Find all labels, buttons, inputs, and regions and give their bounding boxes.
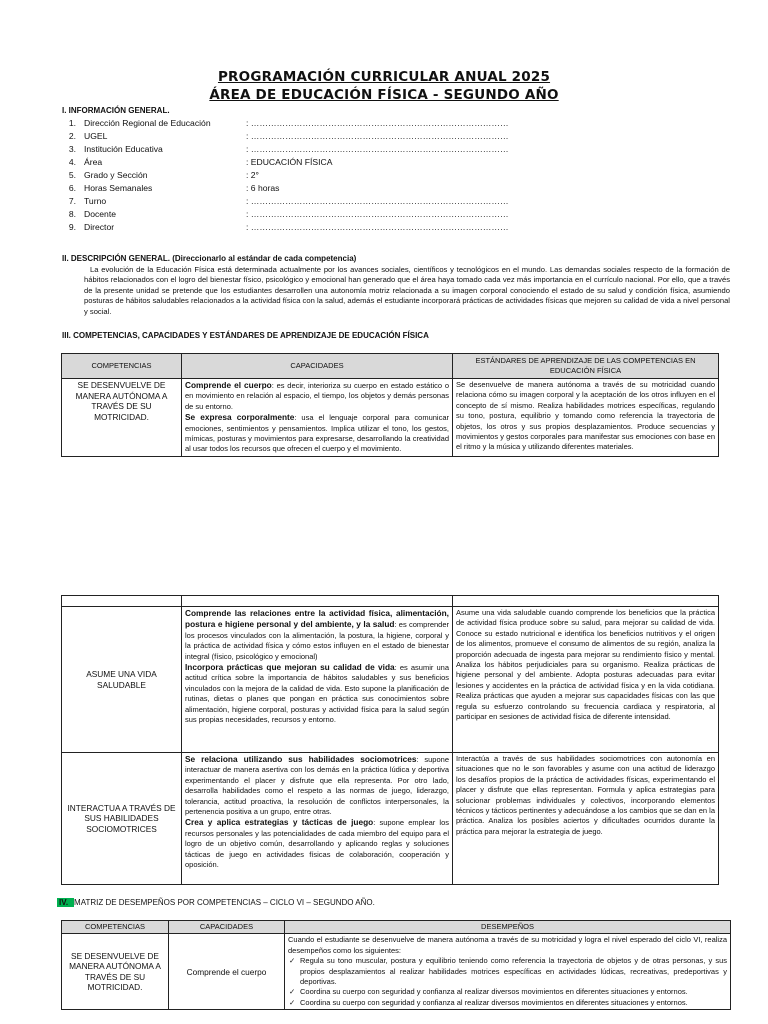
- capacities-cell: [182, 753, 453, 885]
- info-row: [62, 131, 509, 144]
- info-row: [62, 144, 509, 157]
- capacity-text: : es decir, interioriza su cuerpo en estado estático o en movimiento en relación al espacio, el tiempo, los objetos y demás personas de su entorno.: [185, 381, 449, 411]
- info-number: 5.: [68, 170, 76, 180]
- section-1-heading: I. INFORMACIÓN GENERAL.: [62, 106, 170, 115]
- performance-item: [289, 956, 727, 987]
- performance-intro: Cuando el estudiante se desenvuelve de manera autónoma a través de su motricidad y logra el nivel esperado del ciclo VI, realiza desempeños como los siguientes:: [288, 935, 727, 955]
- info-label: Área: [84, 157, 103, 167]
- capacity-text: : es comprender los procesos vinculados con la alimentación, la postura, la higiene, corporal y la práctica de actividad física y cómo estos influyen en el estado de bienestar integral (físico, psicológico y emocional): [185, 620, 449, 661]
- info-label: Docente: [84, 209, 117, 219]
- info-label: Turno: [84, 196, 107, 206]
- info-number: 4.: [68, 157, 76, 167]
- info-label: Grado y Sección: [84, 170, 148, 180]
- info-row: [62, 209, 509, 222]
- capacity-title: Comprende las relaciones entre la actividad física, alimentación, postura e higiene personal y del ambiente, y la salud: [185, 608, 449, 630]
- capacity-title: Comprende el cuerpo: [185, 380, 272, 390]
- info-number: 3.: [68, 144, 76, 154]
- header-estandares: ESTÁNDARES DE APRENDIZAJE DE LAS COMPETENCIAS EN EDUCACIÓN FÍSICA: [453, 354, 719, 379]
- capacity-cell: Comprende el cuerpo: [169, 934, 285, 1010]
- info-value: : ………………………………………………………………………………: [246, 144, 509, 154]
- competency-cell: ASUME UNA VIDA SALUDABLE: [62, 607, 182, 753]
- capacities-cell: [182, 379, 453, 457]
- header-capacidades: CAPACIDADES: [169, 921, 285, 934]
- empty-header-cell: [182, 596, 453, 607]
- info-value: : ………………………………………………………………………………: [246, 131, 509, 141]
- capacity-title: Se expresa corporalmente: [185, 412, 295, 423]
- info-number: 2.: [68, 131, 76, 141]
- info-number: 7.: [68, 196, 76, 206]
- info-row: [62, 118, 509, 131]
- check-icon: ✓: [289, 997, 296, 1007]
- info-row: [62, 222, 509, 235]
- competency-cell: INTERACTUA A TRAVÉS DE SUS HABILIDADES SOCIOMOTRICES: [62, 753, 182, 885]
- capacity-text: : supone interactuar de manera asertiva con los demás en la práctica lúdica y deportiva experimentando el placer y disfrute que ella representa. Por otro lado, desarrolla habilidades como el respeto a las normas de juego, liderazgo, tolerancia, actitud proactiva, la resolución de conflictos interpersonales, la pertenencia positiva a un grupo, entre otras.: [185, 755, 449, 817]
- capacities-cell: [182, 607, 453, 753]
- info-row: [62, 196, 509, 209]
- info-value: : ………………………………………………………………………………: [246, 209, 509, 219]
- performance-text: Regula su tono muscular, postura y equilibrio teniendo como referencia la trayectoria de objetos y de otras personas, y sus propios desplazamientos al realizar habilidades motrices específicas en actividades lúdicas, recreativas, predeportivas y deportivas.: [300, 956, 727, 987]
- document-title-line-1: PROGRAMACIÓN CURRICULAR ANUAL 2025: [217, 69, 551, 85]
- capacity-title: Se relaciona utilizando sus habilidades sociomotrices: [185, 754, 417, 764]
- capacity-title: Incorpora prácticas que mejoran su calidad de vida: [185, 662, 395, 673]
- competencies-table-part-1: [61, 353, 719, 457]
- capacity-text: : usa el lenguaje corporal para comunicar emociones, sentimientos y pensamientos. Implica utilizar el tono, los gestos, mímicas, posturas y movimientos para expresarse, desarrollando la creatividad al usar todos los recursos que ofrecen el cuerpo y el movimiento.: [185, 413, 450, 454]
- performance-item: [289, 997, 727, 1008]
- capacity-text: : es asumir una actitud crítica sobre la importancia de hábitos saludables y sus beneficios vinculados con la mejora de la calidad de vida. Esto supone la planificación de rutinas, dietas o planes que pongan en práctica sus conocimientos sobre alimentación, higiene corporal, posturas y actividad física para la salud según sus propias necesidades, recursos y entorno.: [185, 663, 450, 725]
- info-number: 1.: [68, 118, 76, 128]
- info-value: : ………………………………………………………………………………: [246, 196, 509, 206]
- capacity-title: Crea y aplica estrategias y tácticas de juego: [185, 817, 374, 828]
- empty-header-cell: [453, 596, 719, 607]
- header-competencias: COMPETENCIAS: [62, 921, 169, 934]
- info-row: [62, 157, 502, 170]
- competency-cell: SE DESENVUELVE DE MANERA AUTÓNOMA A TRAVÉS DE SU MOTRICIDAD.: [62, 379, 182, 457]
- check-icon: ✓: [289, 956, 296, 966]
- info-value: : ………………………………………………………………………………: [246, 222, 509, 232]
- check-icon: ✓: [289, 987, 296, 997]
- info-label: Director: [84, 222, 115, 232]
- standard-cell: Interactúa a través de sus habilidades sociomotrices con autonomía en situaciones que no le son favorables y asume con una actitud de liderazgo los desafíos propios de la práctica de actividades físicas, experimentando el placer y disfrute que ellas representan. Formula y aplica estrategias para solucionar problemas individuales y colectivos, incorporando elementos técnicos y tácticos pertinentes y adecuándose a los cambios que se dan en la práctica. Analiza los posibles aciertos y dificultades ocurridos durante la práctica para mejorar la estrategia de juego.: [453, 753, 719, 885]
- document-title-line-2: ÁREA DE EDUCACIÓN FÍSICA - SEGUNDO AÑO: [209, 87, 559, 103]
- performance-text: Coordina su cuerpo con seguridad y confianza al realizar diversos movimientos en diferentes situaciones y entornos.: [300, 997, 688, 1007]
- info-value: : 2°: [246, 170, 259, 180]
- info-label: Horas Semanales: [84, 183, 153, 193]
- section-4-heading: [57, 898, 375, 907]
- competencies-table-part-2: [61, 595, 719, 885]
- performance-list: [288, 956, 727, 1008]
- general-description-text: La evolución de la Educación Física está determinada actualmente por los avances sociales, científicos y tecnológicos en el mundo. Las demandas sociales respecto de la formación de hábitos relacionados con el logro del bienestar físico, psicológico y emocional han generado que el área haya tomado cada vez más importancia en el currículo nacional. Por ello, que a través de la presente unidad se pretende que los estudiantes desarrollen una autonomía motriz relacionada a su imagen corporal conociendo el estado de su salud y condición física, asumiendo posturas de hábitos saludables relacionados a la actividad física con la salud, además el estudiante incorporará prácticas de actividades físicas que mejoren su calidad de vida a nivel personal y social.: [84, 265, 730, 316]
- standard-cell: Asume una vida saludable cuando comprende los beneficios que la práctica de actividad física produce sobre su salud, para mejorar su calidad de vida. Conoce su estado nutricional e identifica los beneficios nutritivos y el origen de los alimentos, promueve el consumo de alimentos de su región, analiza la proporción adecuada de ingesta para mejorar su rendimiento físico y mental. Analiza los hábitos perjudiciales para su organismo. Realiza prácticas de higiene personal y del ambiente. Adopta posturas adecuadas para evitar lesiones y accidentes en la práctica de actividad física y en la vida cotidiana. Realiza prácticas que ayuden a mejorar sus capacidades físicas con las que regula su esfuerzo controlando su frecuencia cardiaca y respiratoria, al participar en sesiones de actividad física de diferente intensidad.: [453, 607, 719, 753]
- info-number: 6.: [68, 183, 76, 193]
- competency-cell: SE DESENVUELVE DE MANERA AUTÓNOMA A TRAVÉS DE SU MOTRICIDAD.: [62, 934, 169, 1010]
- performance-item: [289, 987, 727, 997]
- performances-cell: [285, 934, 731, 1010]
- header-competencias: COMPETENCIAS: [62, 354, 182, 379]
- section-4-number: IV.: [57, 898, 74, 907]
- info-value: : ………………………………………………………………………………: [246, 118, 509, 128]
- info-value: : 6 horas: [246, 183, 280, 193]
- info-number: 8.: [68, 209, 76, 219]
- header-desempenos: DESEMPEÑOS: [285, 921, 731, 934]
- section-2-heading: II. DESCRIPCIÓN GENERAL. (Direccionarlo al estándar de cada competencia): [62, 254, 357, 263]
- info-label: Dirección Regional de Educación: [84, 118, 211, 128]
- capacity-text: : supone emplear los recursos personales y las potencialidades de cada miembro del equipo para el logro de un objetivo común, desarrollando y aplicando reglas y soluciones tácticas de juego en actividades físicas de colaboración, cooperación y oposición.: [185, 818, 450, 870]
- section-4-title: MATRIZ DE DESEMPEÑOS POR COMPETENCIAS – CICLO VI – SEGUNDO AÑO.: [74, 898, 375, 907]
- section-3-heading: III. COMPETENCIAS, CAPACIDADES Y ESTÁNDARES DE APRENDIZAJE DE EDUCACIÓN FÍSICA: [62, 331, 429, 340]
- standard-cell: Se desenvuelve de manera autónoma a través de su motricidad cuando relaciona cómo su imagen corporal y la aceptación de los otros influyen en el concepto de sí mismo. Realiza habilidades motrices específicas, regulando su tono, postura, equilibrio y tomando como referencia la trayectoria de objetos, los otros y sus propios desplazamientos. Produce secuencias y movimientos y gestos corporales para manifestar sus emociones con base en el ritmo y la música y utilizando diferentes materiales.: [453, 379, 719, 457]
- info-row: [62, 183, 502, 196]
- empty-header-cell: [62, 596, 182, 607]
- info-label: UGEL: [84, 131, 108, 141]
- info-number: 9.: [68, 222, 76, 232]
- info-label: Institución Educativa: [84, 144, 163, 154]
- info-value: : EDUCACIÓN FÍSICA: [246, 157, 333, 167]
- info-row: [62, 170, 502, 183]
- performance-matrix-table: [61, 920, 731, 1010]
- header-capacidades: CAPACIDADES: [182, 354, 453, 379]
- performance-text: Coordina su cuerpo con seguridad y confianza al realizar diversos movimientos en diferentes situaciones y entornos.: [300, 987, 688, 997]
